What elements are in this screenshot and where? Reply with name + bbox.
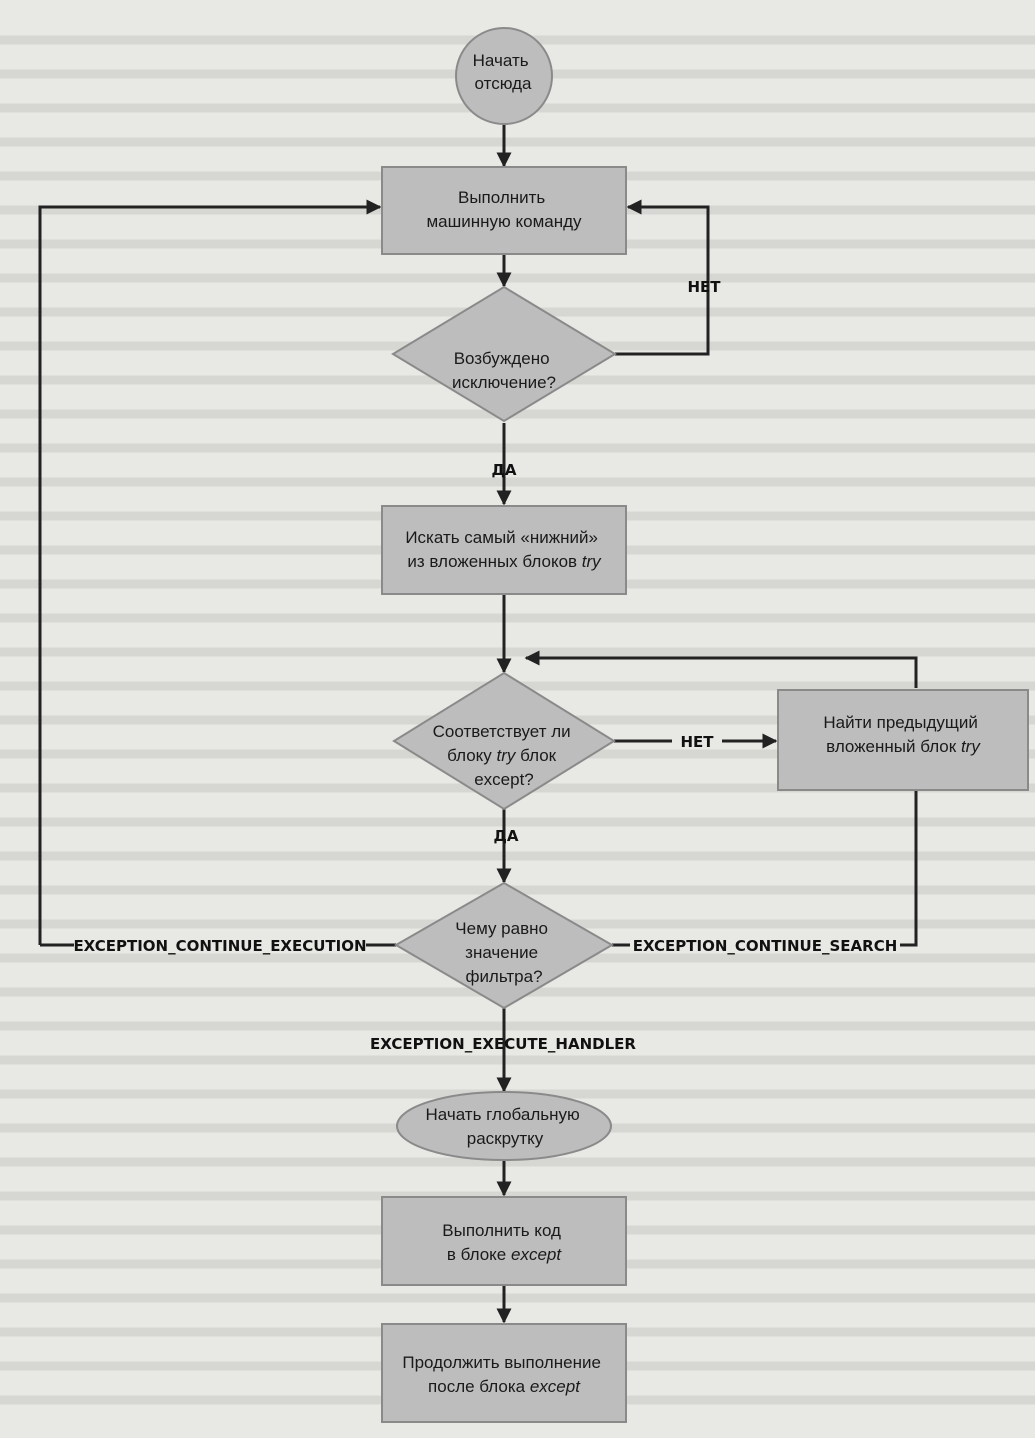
node-has-except-line-1: Соответствует ли	[432, 722, 571, 741]
node-has-except-line-2: блоку try блок	[447, 746, 557, 765]
label-yes-1: ДА	[491, 461, 517, 479]
label-no-2: НЕТ	[680, 733, 714, 751]
node-find-innermost-line-1: Искать самый «нижний»	[405, 528, 598, 547]
node-run-except	[382, 1197, 626, 1285]
node-execute-line-2: машинную команду	[426, 212, 582, 231]
node-global-unwind-line-1: Начать глобальную	[425, 1105, 580, 1124]
node-has-except-line-3: except?	[474, 770, 534, 789]
node-continue-after	[382, 1324, 626, 1422]
node-find-innermost	[382, 506, 626, 594]
node-filter-value-line-3: фильтра?	[465, 967, 543, 986]
node-run-except-line-2: в блоке except	[446, 1245, 562, 1264]
node-global-unwind	[397, 1092, 611, 1160]
node-find-innermost-line-2: из вложенных блоков try	[407, 552, 601, 571]
node-find-previous	[778, 690, 1028, 790]
edge-continue-search-b	[900, 790, 916, 945]
node-execute	[382, 167, 626, 254]
node-find-previous-line-2: вложенный блок try	[826, 737, 980, 756]
node-exception-raised-line-1: Возбуждено	[453, 349, 550, 368]
label-continue-search: EXCEPTION_CONTINUE_SEARCH	[632, 937, 898, 955]
node-start	[456, 28, 552, 124]
node-exception-raised	[393, 287, 615, 421]
node-continue-after-line-2: после блока except	[428, 1377, 580, 1396]
label-no-1: НЕТ	[687, 278, 721, 296]
edge-continue-exec-c	[40, 207, 380, 945]
label-yes-2: ДА	[493, 827, 519, 845]
edge-findprev-loop	[526, 658, 916, 688]
node-find-previous-line-1: Найти предыдущий	[823, 713, 978, 732]
node-run-except-line-1: Выполнить код	[442, 1221, 561, 1240]
node-filter-value-line-1: Чему равно	[455, 919, 548, 938]
node-execute-line-1: Выполнить	[457, 188, 546, 207]
svg-text:Чему равно значение	[455, 919, 552, 986]
node-start-line-2: отсюда	[474, 74, 532, 93]
label-execute-handler: EXCEPTION_EXECUTE_HANDLER	[370, 1035, 636, 1053]
label-continue-execution: EXCEPTION_CONTINUE_EXECUTION	[73, 937, 367, 955]
node-global-unwind-line-2: раскрутку	[466, 1129, 544, 1148]
node-start-line-1: Начать	[472, 51, 529, 70]
node-continue-after-line-1: Продолжить выполнение	[402, 1353, 601, 1372]
node-filter-value-line-2: значение	[465, 943, 539, 962]
node-exception-raised-line-2: исключение?	[451, 373, 557, 392]
node-filter-value	[396, 883, 612, 1008]
node-has-except	[394, 673, 614, 809]
